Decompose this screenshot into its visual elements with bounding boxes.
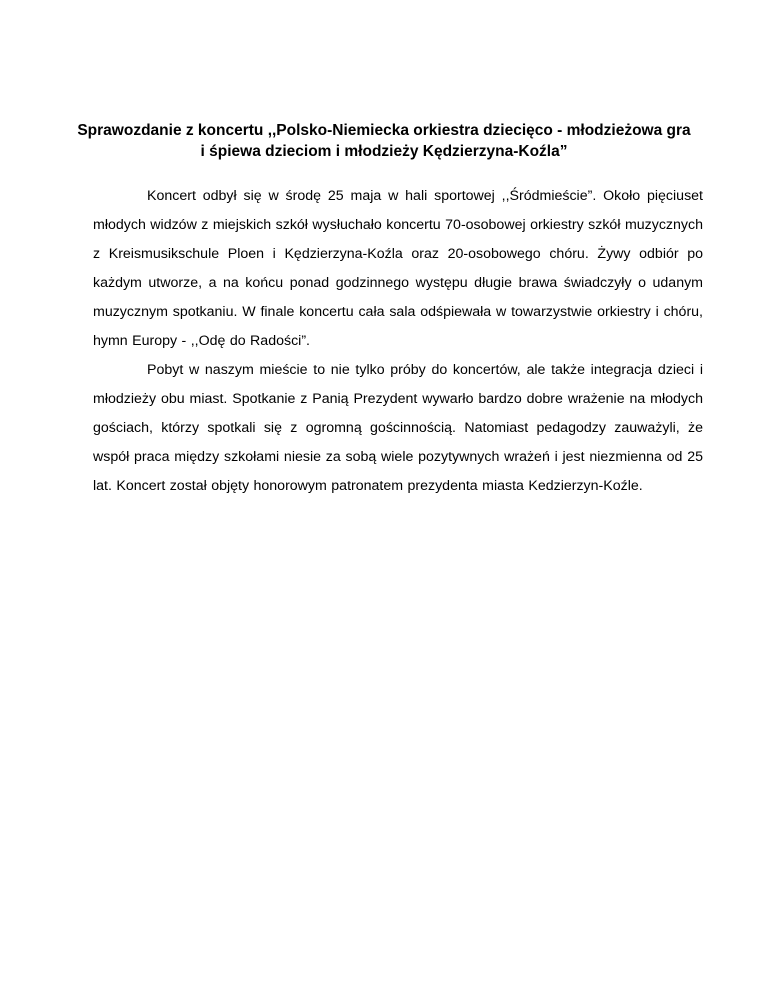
title-line-2: i śpiewa dzieciom i młodzieży Kędzierzyna-Koźla” [200,143,568,160]
paragraph-1: Koncert odbył się w środę 25 maja w hali sportowej ,,Śródmieście”. Około pięciuset młodych widzów z miejskich szkół wysłuchało koncertu 70-osobowej orkiestry szkół muzycznych z Kreismusikschule Ploen i Kędzierzyna-Koźla oraz 20-osobowego chóru. Żywy odbiór po każdym utworze, a na końcu ponad godzinnego występu długie brawa świadczyły o udanym muzycznym spotkaniu. W finale koncertu cała sala odśpiewała w towarzystwie orkiestry i chóru, hymn Europy - ,,Odę do Radości”. [93,188,703,349]
document-body [93,182,703,501]
title-line-1: Sprawozdanie z koncertu ,,Polsko-Niemiecka orkiestra dziecięco - młodzieżowa gra [77,122,691,139]
paragraph-2: Pobyt w naszym mieście to nie tylko próby do koncertów, ale także integracja dzieci i młodzieży obu miast. Spotkanie z Panią Prezydent wywarło bardzo dobre wrażenie na młodych gościach, którzy spotkali się z ogromną gościnnością. Natomiast pedagodzy zauważyli, że współ praca między szkołami niesie za sobą wiele pozytywnych wrażeń i jest niezmienna od 25 lat. Koncert został objęty honorowym patronatem prezydenta miasta Kedzierzyn-Koźle. [93,362,703,494]
document-title [60,120,708,162]
